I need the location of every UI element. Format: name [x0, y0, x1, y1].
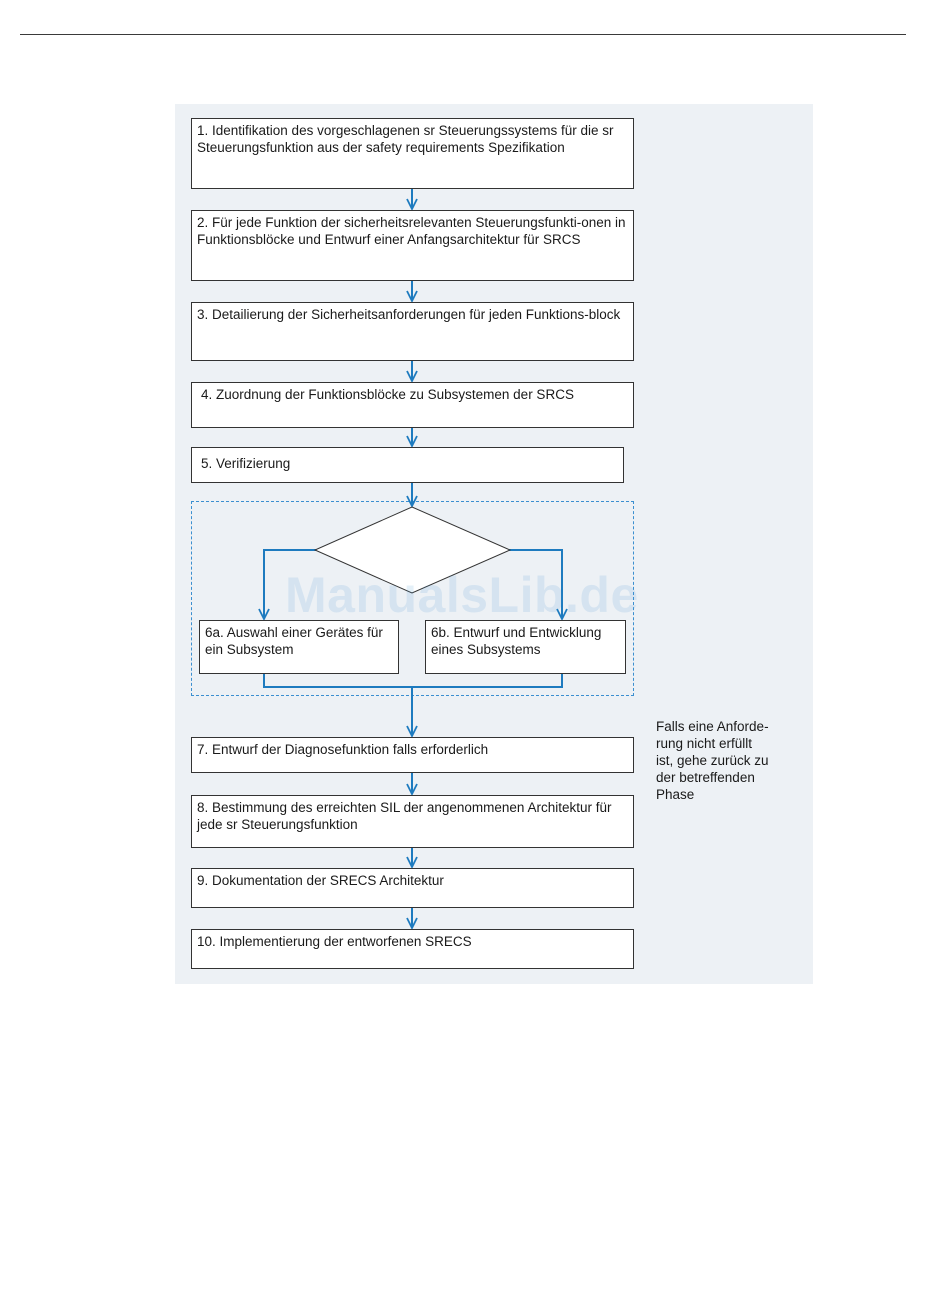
step-3-text: 3. Detailierung der Sicherheitsanforderungen für jeden Funktions-block [197, 307, 621, 322]
step-4-text: 4. Zuordnung der Funktionsblöcke zu Subsystemen der SRCS [201, 387, 574, 402]
step-6b-text: 6b. Entwurf und Entwicklung eines Subsystems [431, 625, 602, 657]
watermark-text: ManualsLib.de [285, 567, 639, 623]
side-note: Falls eine Anforde- rung nicht erfüllt ist, gehe zurück zu der betreffenden Phase [656, 719, 769, 802]
step-7-text: 7. Entwurf der Diagnosefunktion falls erforderlich [197, 742, 489, 757]
step-10-text: 10. Implementierung der entworfenen SRECS [197, 934, 472, 949]
step-9-text: 9. Dokumentation der SRECS Architektur [197, 873, 444, 888]
step-2-text: 2. Für jede Funktion der sicherheitsrelevanten Steuerungsfunkti-onen in Funktionsblöcke und Entwurf einer Anfangsarchitektur für SRCS [197, 215, 626, 247]
step-1-text: 1. Identifikation des vorgeschlagenen sr Steuerungssystems für die sr Steuerungsfunktion aus der safety requirements Spezifikation [197, 123, 614, 155]
step-8-text: 8. Bestimmung des erreichten SIL der angenommenen Architektur für jede sr Steuerungsfunktion [197, 800, 612, 832]
step-5-text: 5. Verifizierung [201, 456, 291, 471]
step-6a-text: 6a. Auswahl einer Gerätes für ein Subsystem [205, 625, 383, 657]
merge-6a-6b [264, 674, 562, 687]
